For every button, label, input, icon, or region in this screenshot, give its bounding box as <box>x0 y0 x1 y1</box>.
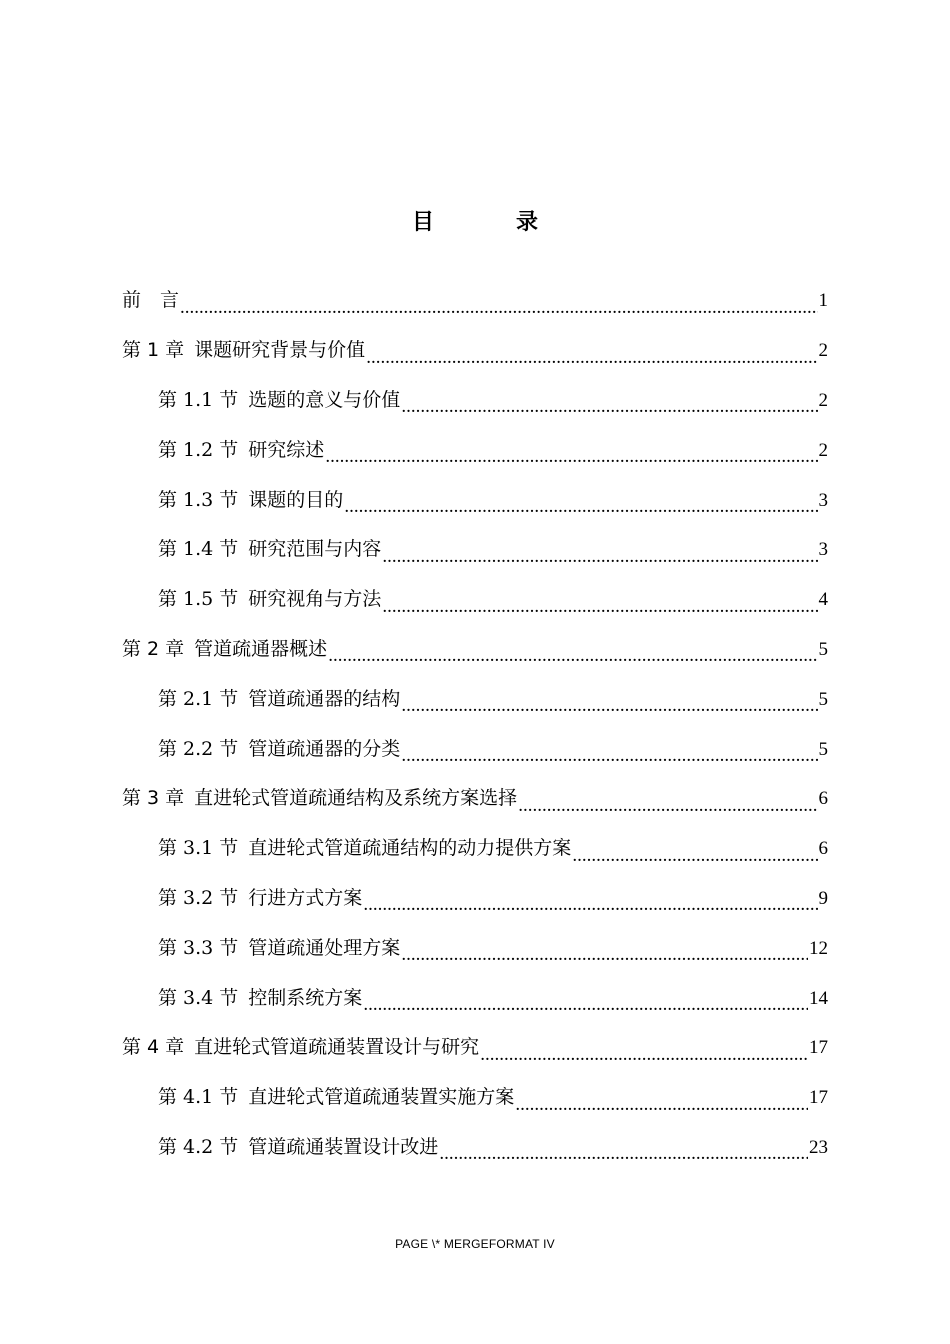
toc-chapter-entry[interactable] <box>122 1023 828 1073</box>
toc-section-entry[interactable] <box>122 475 828 525</box>
toc-entry-number: 第 1.1 节 <box>158 388 239 411</box>
toc-section-entry[interactable] <box>122 973 828 1023</box>
toc-entry-number: 第 3.4 节 <box>158 986 239 1009</box>
toc-page-number: 5 <box>818 688 828 710</box>
toc-chapter-entry[interactable] <box>122 326 828 376</box>
toc-section-entry[interactable] <box>122 376 828 426</box>
toc-page-number: 6 <box>818 838 828 860</box>
toc-entry-number: 第 3.3 节 <box>158 936 239 959</box>
toc-dot-leader <box>515 1095 808 1123</box>
toc-entry-label: 选题的意义与价值 <box>248 388 401 411</box>
toc-section-entry[interactable] <box>122 575 828 625</box>
toc-entry-label: 研究综述 <box>248 438 325 461</box>
toc-section-entry[interactable] <box>122 525 828 575</box>
toc-entry-number: 第 3 章 <box>122 787 185 810</box>
toc-page-number: 1 <box>818 290 828 312</box>
toc-page-number: 17 <box>809 1037 828 1059</box>
toc-page-number: 12 <box>809 937 828 959</box>
toc-entry-label: 前 言 <box>122 289 180 312</box>
toc-page-number: 3 <box>818 539 828 561</box>
toc-entry-number: 第 3.1 节 <box>158 837 239 860</box>
toc-page-number: 2 <box>818 340 828 362</box>
toc-dot-leader <box>401 746 817 774</box>
toc-entry-number: 第 2 章 <box>122 637 185 660</box>
toc-entry-number: 第 1.5 节 <box>158 588 239 611</box>
toc-dot-leader <box>382 597 817 625</box>
toc-page-number: 23 <box>809 1136 828 1158</box>
toc-dot-leader <box>401 696 817 724</box>
toc-entry-number: 第 3.2 节 <box>158 886 239 909</box>
toc-entry-number: 第 4.2 节 <box>158 1135 239 1158</box>
toc-dot-leader <box>439 1144 808 1172</box>
toc-dot-leader <box>401 397 817 425</box>
toc-entry-number: 第 2.2 节 <box>158 737 239 760</box>
toc-entry-label: 控制系统方案 <box>248 986 363 1009</box>
toc-page-number: 5 <box>818 738 828 760</box>
toc-page-number: 14 <box>809 987 828 1009</box>
toc-dot-leader <box>518 796 817 824</box>
toc-entry-label: 管道疏通装置设计改进 <box>248 1135 439 1158</box>
toc-entry-number: 第 4 章 <box>122 1036 185 1059</box>
toc-entry-label: 直进轮式管道疏通结构的动力提供方案 <box>248 837 572 860</box>
toc-page-number: 6 <box>818 788 828 810</box>
toc-entry-label: 行进方式方案 <box>248 886 363 909</box>
toc-entry-label: 课题的目的 <box>248 488 344 511</box>
table-of-contents <box>122 276 828 1172</box>
toc-dot-leader <box>344 497 817 525</box>
toc-page-number: 17 <box>809 1087 828 1109</box>
toc-page-number: 2 <box>818 439 828 461</box>
toc-page-number: 5 <box>818 638 828 660</box>
toc-dot-leader <box>328 646 817 674</box>
toc-preface-entry[interactable] <box>122 276 828 326</box>
toc-dot-leader <box>180 298 817 326</box>
toc-section-entry[interactable] <box>122 923 828 973</box>
toc-dot-leader <box>401 945 808 973</box>
toc-page-number: 2 <box>818 389 828 411</box>
toc-chapter-entry[interactable] <box>122 774 828 824</box>
toc-dot-leader <box>363 895 817 923</box>
toc-dot-leader <box>382 547 817 575</box>
toc-entry-label: 管道疏通器的分类 <box>248 737 401 760</box>
toc-entry-number: 第 1.2 节 <box>158 438 239 461</box>
toc-section-entry[interactable] <box>122 1073 828 1123</box>
toc-chapter-entry[interactable] <box>122 625 828 675</box>
toc-entry-label: 管道疏通器概述 <box>194 637 328 660</box>
toc-section-entry[interactable] <box>122 674 828 724</box>
toc-dot-leader <box>325 447 817 475</box>
toc-entry-number: 第 4.1 节 <box>158 1086 239 1109</box>
toc-entry-label: 管道疏通处理方案 <box>248 936 401 959</box>
toc-entry-label: 研究范围与内容 <box>248 538 382 561</box>
toc-dot-leader <box>363 995 808 1023</box>
toc-entry-label: 直进轮式管道疏通结构及系统方案选择 <box>194 787 518 810</box>
toc-section-entry[interactable] <box>122 874 828 924</box>
toc-page-number: 9 <box>818 887 828 909</box>
toc-entry-label: 课题研究背景与价值 <box>194 339 366 362</box>
toc-entry-label: 直进轮式管道疏通装置实施方案 <box>248 1086 515 1109</box>
toc-entry-number: 第 2.1 节 <box>158 687 239 710</box>
toc-dot-leader <box>366 348 817 376</box>
toc-title: 目 录 <box>411 210 568 235</box>
toc-page-number: 4 <box>818 589 828 611</box>
toc-entry-label: 直进轮式管道疏通装置设计与研究 <box>194 1036 480 1059</box>
toc-dot-leader <box>572 846 817 874</box>
toc-entry-label: 管道疏通器的结构 <box>248 687 401 710</box>
toc-entry-label: 研究视角与方法 <box>248 588 382 611</box>
toc-section-entry[interactable] <box>122 425 828 475</box>
toc-page-number: 3 <box>818 489 828 511</box>
toc-dot-leader <box>480 1045 808 1073</box>
toc-entry-number: 第 1.3 节 <box>158 488 239 511</box>
toc-section-entry[interactable] <box>122 724 828 774</box>
toc-entry-number: 第 1.4 节 <box>158 538 239 561</box>
toc-entry-number: 第 1 章 <box>122 339 185 362</box>
toc-section-entry[interactable] <box>122 824 828 874</box>
toc-section-entry[interactable] <box>122 1123 828 1173</box>
page-footer-field: PAGE \* MERGEFORMAT IV <box>395 1237 555 1251</box>
